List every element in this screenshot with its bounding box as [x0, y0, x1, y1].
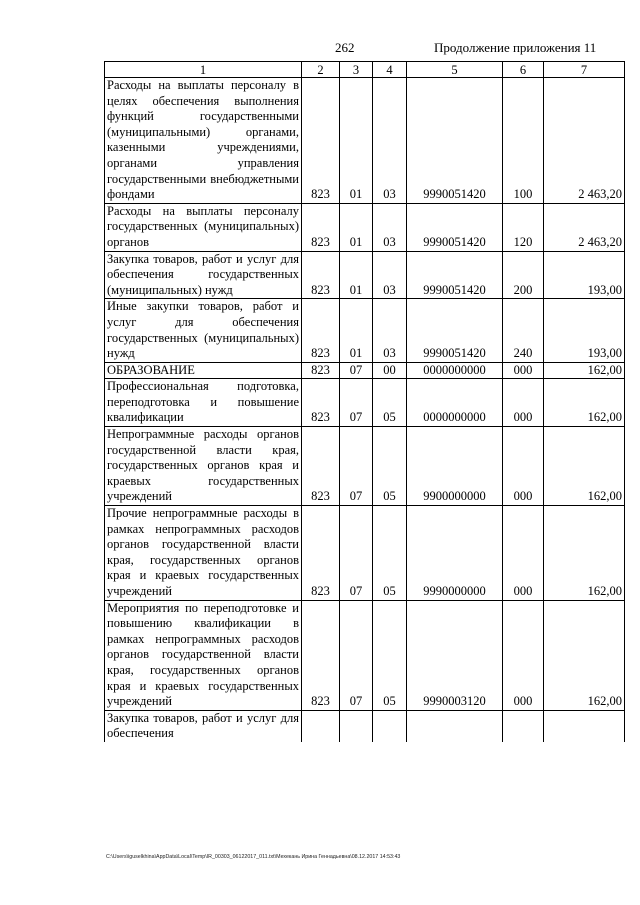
- amount: 2 463,20: [544, 78, 625, 204]
- target-article-code: 9990003120: [407, 600, 503, 710]
- expense-type-code: 100: [503, 78, 544, 204]
- amount: 193,00: [544, 299, 625, 362]
- expense-type-code: 000: [503, 379, 544, 427]
- expense-name: Расходы на выплаты персоналу государственных (муниципальных) органов: [105, 203, 302, 251]
- expense-name: Непрограммные расходы органов государственной власти края, государственных органов края и краевых государственных учреждений: [105, 427, 302, 506]
- target-article-code: 0000000000: [407, 379, 503, 427]
- empty-cell: [503, 710, 544, 742]
- department-code: 823: [302, 506, 340, 601]
- amount: 193,00: [544, 251, 625, 299]
- amount: 162,00: [544, 427, 625, 506]
- appendix-continuation-title: Продолжение приложения 11: [434, 40, 597, 55]
- table-row: [105, 506, 625, 601]
- table-row: [105, 379, 625, 427]
- expense-name: Иные закупки товаров, работ и услуг для обеспечения государственных (муниципальных) нужд: [105, 299, 302, 362]
- table-row: [105, 427, 625, 506]
- empty-cell: [340, 710, 373, 742]
- file-path-footer: C:\Users\iguselkhina\AppData\Local\Temp\IR_00303_06122017_011.txt\Мехекань Ирина Геннадьевна\08.12.2017 14:53:43: [106, 854, 401, 860]
- subsection-code: 03: [373, 203, 407, 251]
- target-article-code: 9900000000: [407, 427, 503, 506]
- expense-name: Профессиональная подготовка, переподготовка и повышение квалификации: [105, 379, 302, 427]
- subsection-code: 00: [373, 362, 407, 379]
- department-code: 823: [302, 379, 340, 427]
- section-code: 01: [340, 299, 373, 362]
- subsection-code: 05: [373, 379, 407, 427]
- department-code: 823: [302, 203, 340, 251]
- expense-name: Прочие непрограммные расходы в рамках непрограммных расходов органов государственной власти края, государственных органов края и краевых государственных учреждений: [105, 506, 302, 601]
- amount: 162,00: [544, 600, 625, 710]
- subsection-code: 05: [373, 427, 407, 506]
- table-row: [105, 600, 625, 710]
- expense-type-code: 000: [503, 362, 544, 379]
- section-code: 07: [340, 427, 373, 506]
- column-header: 7: [544, 62, 625, 78]
- amount: 162,00: [544, 506, 625, 601]
- target-article-code: 9990051420: [407, 78, 503, 204]
- subsection-code: 05: [373, 506, 407, 601]
- subsection-code: 03: [373, 78, 407, 204]
- department-code: 823: [302, 600, 340, 710]
- department-code: 823: [302, 78, 340, 204]
- expense-type-code: 000: [503, 427, 544, 506]
- expense-name: ОБРАЗОВАНИЕ: [105, 362, 302, 379]
- column-header: 1: [105, 62, 302, 78]
- department-code: 823: [302, 427, 340, 506]
- column-header: 6: [503, 62, 544, 78]
- expense-type-code: 120: [503, 203, 544, 251]
- section-code: 01: [340, 78, 373, 204]
- expense-name: Закупка товаров, работ и услуг для обеспечения государственных (муниципальных) нужд: [105, 251, 302, 299]
- subsection-code: 05: [373, 600, 407, 710]
- section-code: 07: [340, 506, 373, 601]
- expense-type-code: 000: [503, 506, 544, 601]
- target-article-code: 9990000000: [407, 506, 503, 601]
- department-code: 823: [302, 362, 340, 379]
- budget-table: [104, 61, 625, 742]
- table-row: [105, 251, 625, 299]
- amount: 162,00: [544, 379, 625, 427]
- column-header: 5: [407, 62, 503, 78]
- expense-type-code: 200: [503, 251, 544, 299]
- subsection-code: 03: [373, 251, 407, 299]
- empty-cell: [373, 710, 407, 742]
- expense-name: Закупка товаров, работ и услуг для обеспечения: [105, 710, 302, 742]
- subsection-code: 03: [373, 299, 407, 362]
- department-code: 823: [302, 251, 340, 299]
- amount: 2 463,20: [544, 203, 625, 251]
- target-article-code: 9990051420: [407, 299, 503, 362]
- department-code: 823: [302, 299, 340, 362]
- table-row-continuation: [105, 710, 625, 742]
- table-header-row: [105, 62, 625, 78]
- amount: 162,00: [544, 362, 625, 379]
- empty-cell: [407, 710, 503, 742]
- column-header: 4: [373, 62, 407, 78]
- target-article-code: 9990051420: [407, 251, 503, 299]
- page-number: 262: [335, 40, 355, 55]
- table-row: [105, 362, 625, 379]
- empty-cell: [302, 710, 340, 742]
- target-article-code: 0000000000: [407, 362, 503, 379]
- section-code: 01: [340, 203, 373, 251]
- section-code: 07: [340, 379, 373, 427]
- table-row: [105, 299, 625, 362]
- budget-table-body: [105, 62, 625, 742]
- column-header: 2: [302, 62, 340, 78]
- table-row: [105, 78, 625, 204]
- target-article-code: 9990051420: [407, 203, 503, 251]
- expense-type-code: 000: [503, 600, 544, 710]
- expense-name: Расходы на выплаты персоналу в целях обеспечения выполнения функций государственными (муниципальными) органами, казенными учреждениями, органами управления государственными внебюджетными фондами: [105, 78, 302, 204]
- empty-cell: [544, 710, 625, 742]
- section-code: 01: [340, 251, 373, 299]
- expense-name: Мероприятия по переподготовке и повышению квалификации в рамках непрограммных расходов органов государственной власти края, государственных органов края и краевых государственных учреждений: [105, 600, 302, 710]
- section-code: 07: [340, 600, 373, 710]
- table-row: [105, 203, 625, 251]
- column-header: 3: [340, 62, 373, 78]
- expense-type-code: 240: [503, 299, 544, 362]
- section-code: 07: [340, 362, 373, 379]
